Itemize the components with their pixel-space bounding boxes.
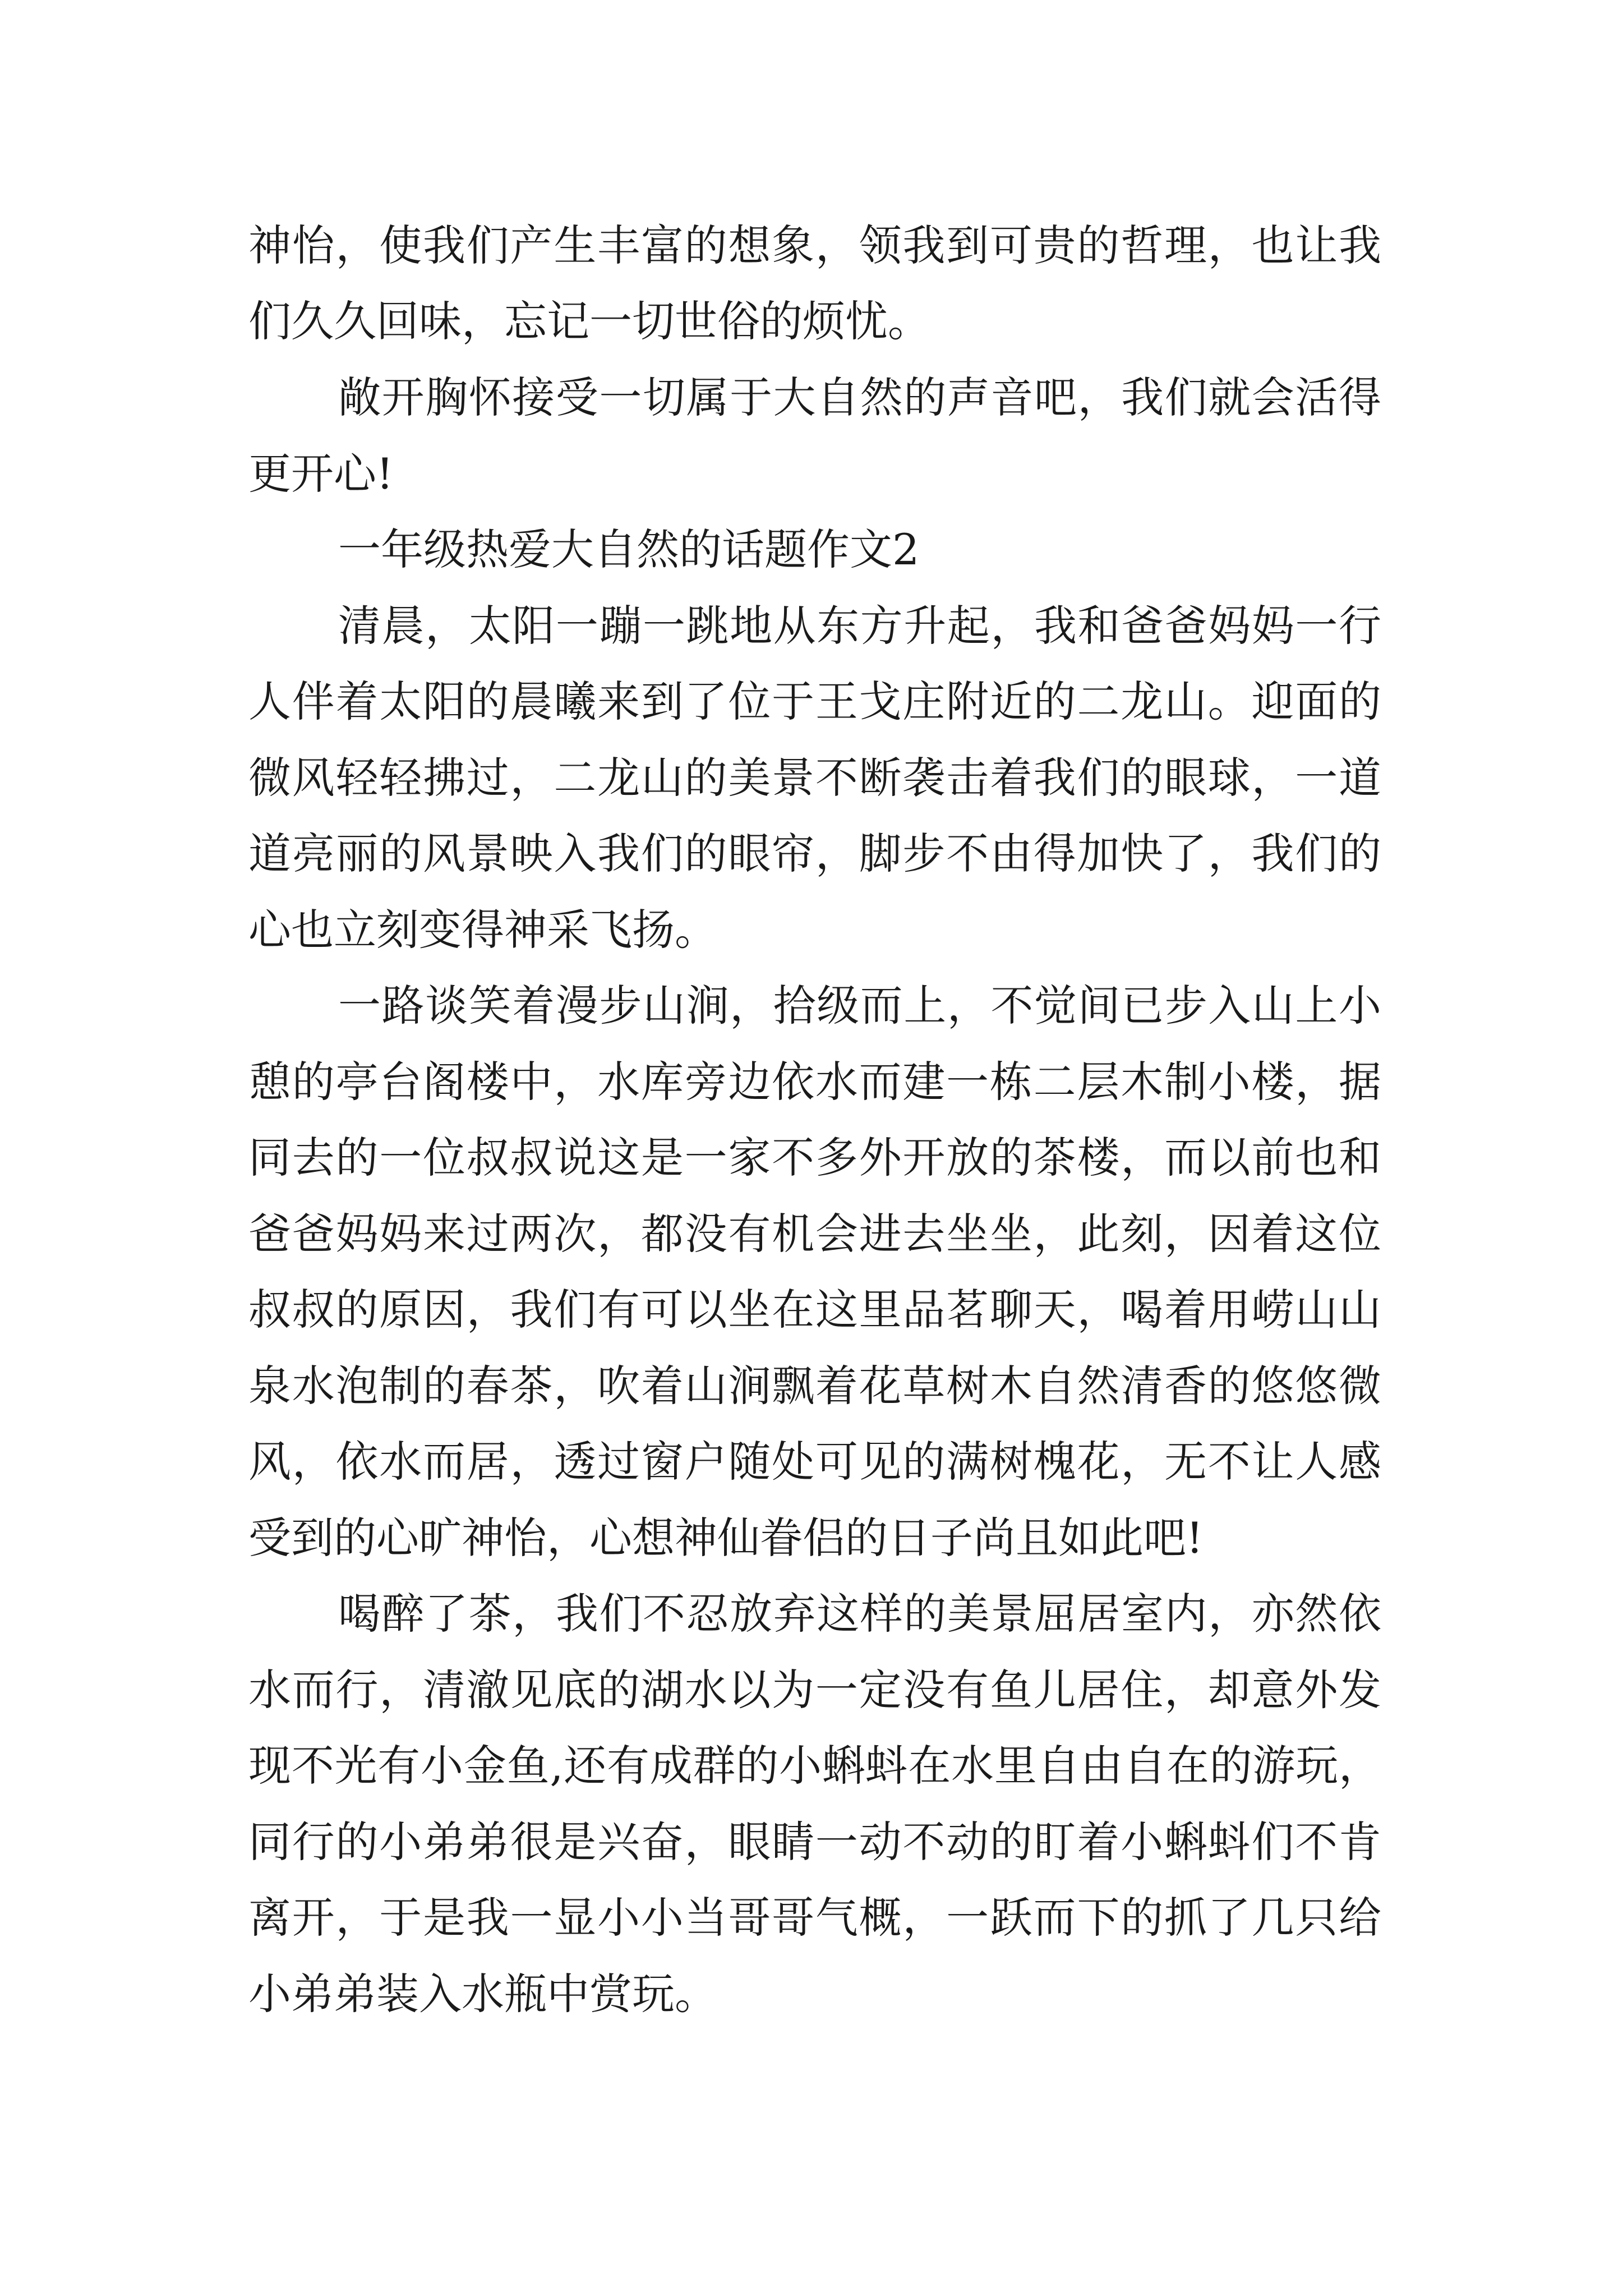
essay-title: 一年级热爱大自然的话题作文2 bbox=[338, 524, 920, 574]
text-line: 一路谈笑着漫步山涧，拾级而上，不觉间已步入山上小 bbox=[338, 981, 1381, 1030]
text-line: 微风轻轻拂过，二龙山的美景不断袭击着我们的眼球，一道 bbox=[248, 753, 1381, 803]
text-line: 心也立刻变得神采飞扬。 bbox=[248, 905, 717, 955]
text-line: 同去的一位叔叔说这是一家不多外开放的茶楼，而以前也和 bbox=[248, 1133, 1381, 1182]
text-line: 受到的心旷神怡，心想神仙眷侣的日子尚且如此吧! bbox=[248, 1513, 1204, 1563]
text-line: 同行的小弟弟很是兴奋，眼睛一动不动的盯着小蝌蚪们不肯 bbox=[248, 1817, 1381, 1867]
text-line: 风，依水而居，透过窗户随处可见的满树槐花，无不让人感 bbox=[248, 1437, 1381, 1487]
text-line: 叔叔的原因，我们有可以坐在这里品茗聊天，喝着用崂山山 bbox=[248, 1285, 1381, 1335]
text-line: 小弟弟装入水瓶中赏玩。 bbox=[248, 1969, 717, 2019]
text-line: 泉水泡制的春茶，吹着山涧飘着花草树木自然清香的悠悠微 bbox=[248, 1361, 1381, 1411]
text-line: 喝醉了茶，我们不忍放弃这样的美景屈居室内，亦然依 bbox=[338, 1589, 1381, 1639]
text-line: 清晨，太阳一蹦一跳地从东方升起，我和爸爸妈妈一行 bbox=[338, 601, 1381, 651]
text-line: 神怡，使我们产生丰富的想象，领我到可贵的哲理，也让我 bbox=[248, 220, 1381, 270]
text-line: 离开，于是我一显小小当哥哥气概，一跃而下的抓了几只给 bbox=[248, 1893, 1381, 1943]
text-line: 更开心! bbox=[248, 449, 394, 499]
text-line: 们久久回味，忘记一切世俗的烦忧。 bbox=[248, 296, 930, 346]
text-line: 憩的亭台阁楼中，水库旁边依水而建一栋二层木制小楼，据 bbox=[248, 1057, 1381, 1107]
text-line: 人伴着太阳的晨曦来到了位于王戈庄附近的二龙山。迎面的 bbox=[248, 677, 1381, 726]
text-line: 爸爸妈妈来过两次，都没有机会进去坐坐，此刻，因着这位 bbox=[248, 1209, 1381, 1259]
text-line: 现不光有小金鱼,还有成群的小蝌蚪在水里自由自在的游玩， bbox=[248, 1741, 1381, 1791]
text-line: 道亮丽的风景映入我们的眼帘，脚步不由得加快了，我们的 bbox=[248, 829, 1381, 878]
text-line: 敞开胸怀接受一切属于大自然的声音吧，我们就会活得 bbox=[338, 372, 1381, 422]
text-line: 水而行，清澈见底的湖水以为一定没有鱼儿居住，却意外发 bbox=[248, 1665, 1381, 1715]
